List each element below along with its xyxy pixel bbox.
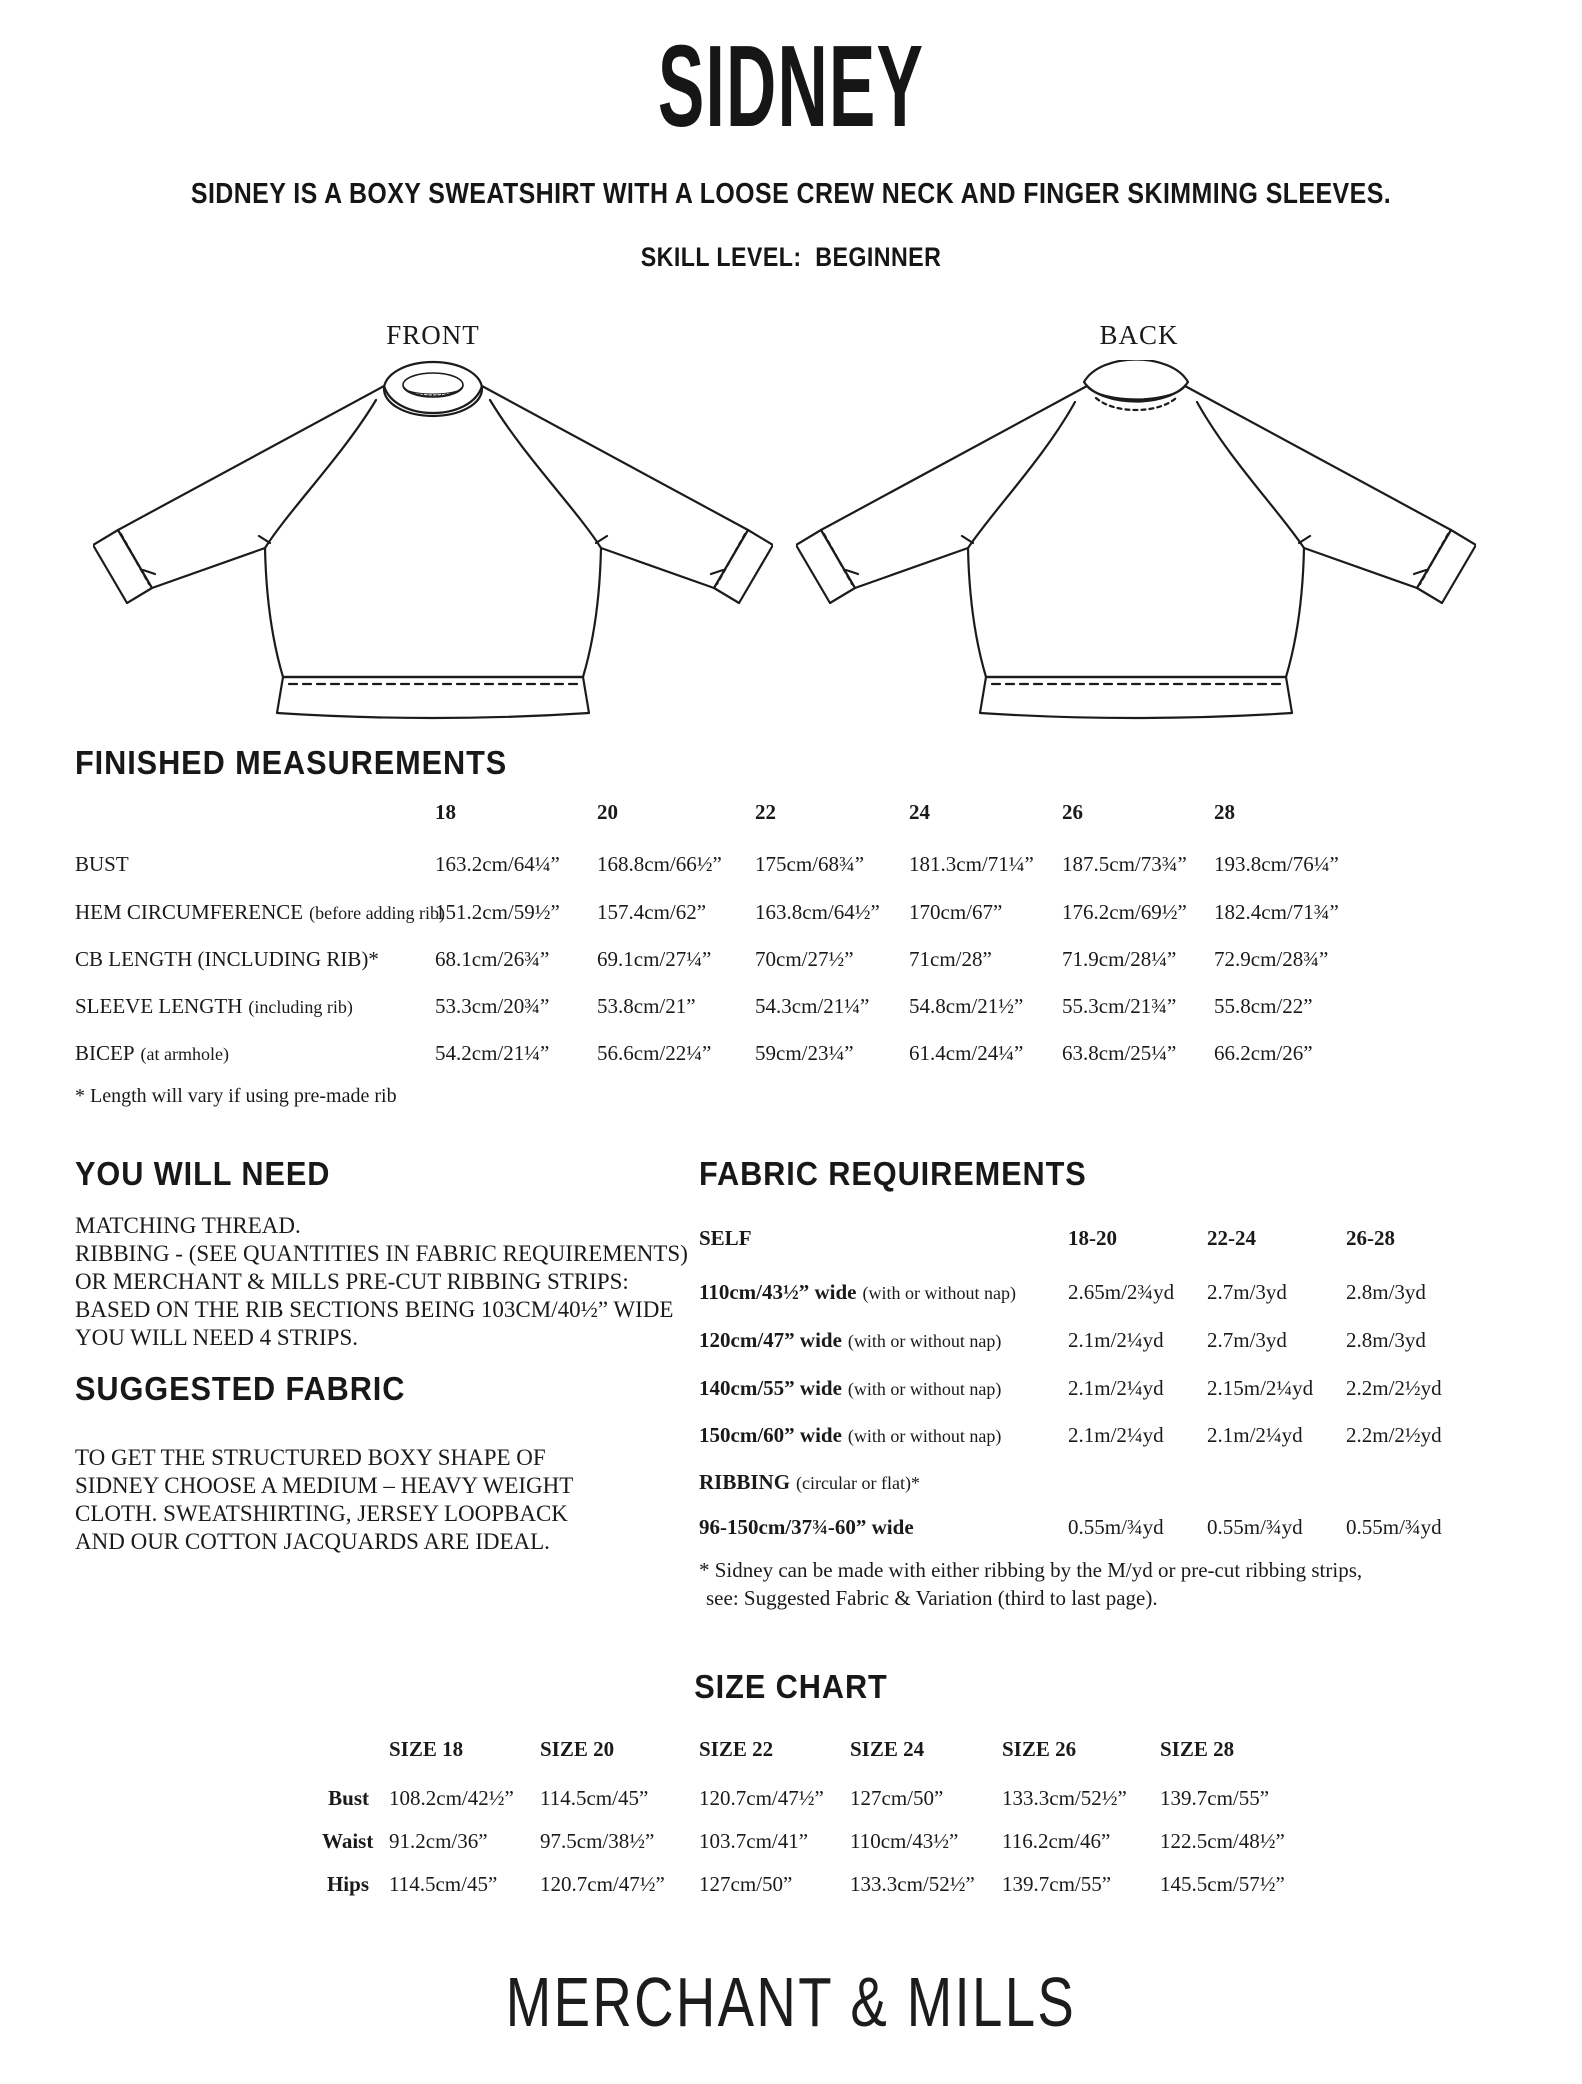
fr-value: 2.65m/2¾yd bbox=[1068, 1280, 1175, 1304]
fm-value: 193.8cm/76¼” bbox=[1214, 852, 1339, 876]
fr-value: 0.55m/¾yd bbox=[1346, 1515, 1442, 1539]
fm-size-header: 18 bbox=[435, 800, 456, 824]
sc-row-label: Hips bbox=[326, 1872, 369, 1896]
sc-value: 116.2cm/46” bbox=[1002, 1829, 1111, 1853]
sc-size-header: SIZE 18 bbox=[389, 1737, 464, 1761]
fr-value: 2.1m/2¼yd bbox=[1207, 1423, 1303, 1447]
fm-row-label: HEM CIRCUMFERENCE (before adding rib) bbox=[75, 900, 446, 924]
sc-value: 127cm/50” bbox=[850, 1786, 944, 1810]
fm-value: 71cm/28” bbox=[909, 947, 992, 971]
fr-value: 2.8m/3yd bbox=[1346, 1328, 1426, 1352]
fm-size-header: 28 bbox=[1214, 800, 1235, 824]
sc-value: 110cm/43½” bbox=[850, 1829, 959, 1853]
size-chart-heading: SIZE CHART bbox=[694, 1668, 888, 1705]
fm-value: 54.3cm/21¼” bbox=[755, 994, 870, 1018]
fm-value: 72.9cm/28¾” bbox=[1214, 947, 1329, 971]
fm-value: 71.9cm/28¼” bbox=[1062, 947, 1177, 971]
fr-footnote-line2: see: Suggested Fabric & Variation (third to last page). bbox=[706, 1586, 1158, 1610]
sc-size-header: SIZE 24 bbox=[850, 1737, 925, 1761]
fr-value: 2.7m/3yd bbox=[1207, 1280, 1287, 1304]
sc-value: 103.7cm/41” bbox=[699, 1829, 809, 1853]
back-view-label: BACK bbox=[1099, 320, 1179, 350]
sc-row-label: Bust bbox=[328, 1786, 369, 1810]
sc-value: 120.7cm/47½” bbox=[699, 1786, 824, 1810]
sc-value: 108.2cm/42½” bbox=[389, 1786, 514, 1810]
fm-value: 157.4cm/62” bbox=[597, 900, 707, 924]
fm-value: 163.2cm/64¼” bbox=[435, 852, 560, 876]
fr-ribbing-header: RIBBING (circular or flat)* bbox=[699, 1470, 920, 1494]
fr-value: 2.1m/2¼yd bbox=[1068, 1423, 1164, 1447]
fm-value: 187.5cm/73¾” bbox=[1062, 852, 1187, 876]
fm-value: 63.8cm/25¼” bbox=[1062, 1041, 1177, 1065]
front-view-label: FRONT bbox=[386, 320, 480, 350]
sc-value: 97.5cm/38½” bbox=[540, 1829, 655, 1853]
fr-value: 2.15m/2¼yd bbox=[1207, 1376, 1314, 1400]
sc-value: 122.5cm/48½” bbox=[1160, 1829, 1285, 1853]
fr-value: 0.55m/¾yd bbox=[1068, 1515, 1164, 1539]
fm-value: 182.4cm/71¾” bbox=[1214, 900, 1339, 924]
fm-value: 56.6cm/22¼” bbox=[597, 1041, 712, 1065]
fr-ribbing-row-label: 96-150cm/37¾-60” wide bbox=[699, 1515, 914, 1539]
fm-row-label: SLEEVE LENGTH (including rib) bbox=[75, 994, 353, 1018]
fm-value: 59cm/23¼” bbox=[755, 1041, 854, 1065]
fr-row-label: 120cm/47” wide (with or without nap) bbox=[699, 1328, 1002, 1352]
fm-size-header: 20 bbox=[597, 800, 618, 824]
fr-footnote-line1: * Sidney can be made with either ribbing by the M/yd or pre-cut ribbing strips, bbox=[699, 1558, 1363, 1582]
fm-row-label: BICEP (at armhole) bbox=[75, 1041, 229, 1065]
fabric-requirements-heading: FABRIC REQUIREMENTS bbox=[699, 1155, 1087, 1192]
fm-value: 54.2cm/21¼” bbox=[435, 1041, 550, 1065]
fm-value: 55.3cm/21¾” bbox=[1062, 994, 1177, 1018]
fm-value: 163.8cm/64½” bbox=[755, 900, 880, 924]
fabric-requirements-table bbox=[699, 1226, 1506, 1559]
fr-row-label: 150cm/60” wide (with or without nap) bbox=[699, 1423, 1002, 1447]
finished-measurements-table bbox=[75, 800, 1374, 1088]
fr-value: 2.1m/2¼yd bbox=[1068, 1328, 1164, 1352]
fm-size-header: 22 bbox=[755, 800, 776, 824]
sc-value: 120.7cm/47½” bbox=[540, 1872, 665, 1896]
fr-value: 0.55m/¾yd bbox=[1207, 1515, 1303, 1539]
sc-value: 145.5cm/57½” bbox=[1160, 1872, 1285, 1896]
front-sweatshirt-drawing bbox=[93, 360, 773, 720]
fr-value: 2.1m/2¼yd bbox=[1068, 1376, 1164, 1400]
fm-value: 53.8cm/21” bbox=[597, 994, 696, 1018]
fr-size-group-header: 26-28 bbox=[1346, 1226, 1395, 1250]
fr-self-header: SELF bbox=[699, 1226, 752, 1250]
suggested-fabric-text: TO GET THE STRUCTURED BOXY SHAPE OF SIDNEY CHOOSE A MEDIUM – HEAVY WEIGHT CLOTH. SWEATSHIRTING, JERSEY LOOPBACK AND OUR COTTON JACQUARDS ARE IDEAL. bbox=[75, 1445, 573, 1554]
front-body-outline bbox=[118, 386, 748, 677]
fr-value: 2.2m/2½yd bbox=[1346, 1376, 1442, 1400]
fm-value: 170cm/67” bbox=[909, 900, 1003, 924]
brand-footer: MERCHANT & MILLS bbox=[505, 1963, 1077, 2041]
fm-row-label: CB LENGTH (INCLUDING RIB)* bbox=[75, 947, 379, 971]
back-neckband-rib bbox=[1084, 360, 1188, 402]
fm-value: 61.4cm/24¼” bbox=[909, 1041, 1024, 1065]
fm-value: 70cm/27½” bbox=[755, 947, 854, 971]
sc-row-label: Waist bbox=[322, 1829, 374, 1853]
sc-size-header: SIZE 20 bbox=[540, 1737, 615, 1761]
fr-size-group-header: 18-20 bbox=[1068, 1226, 1117, 1250]
pattern-description: SIDNEY IS A BOXY SWEATSHIRT WITH A LOOSE CREW NECK AND FINGER SKIMMING SLEEVES. bbox=[190, 178, 1392, 210]
fm-value: 66.2cm/26” bbox=[1214, 1041, 1313, 1065]
finished-measurements-heading: FINISHED MEASUREMENTS bbox=[75, 744, 508, 781]
you-will-need-text bbox=[75, 1212, 695, 1352]
fm-size-header: 24 bbox=[909, 800, 930, 824]
sc-value: 91.2cm/36” bbox=[389, 1829, 488, 1853]
fr-value: 2.8m/3yd bbox=[1346, 1280, 1426, 1304]
sc-value: 127cm/50” bbox=[699, 1872, 793, 1896]
you-will-need-line2: RIBBING - (SEE QUANTITIES IN FABRIC REQUIREMENTS) OR MERCHANT & MILLS PRE-CUT RIBBING STRIPS: BASED ON THE RIB SECTIONS BEING 103CM/40½” WIDE YOU WILL NEED 4 STRIPS. bbox=[75, 1241, 688, 1350]
sc-size-header: SIZE 26 bbox=[1002, 1737, 1077, 1761]
sc-value: 114.5cm/45” bbox=[389, 1872, 498, 1896]
fm-value: 181.3cm/71¼” bbox=[909, 852, 1034, 876]
fm-value: 176.2cm/69½” bbox=[1062, 900, 1187, 924]
fm-row-label: BUST bbox=[75, 852, 129, 876]
size-chart-table bbox=[322, 1737, 1320, 1912]
fr-row-label: 140cm/55” wide (with or without nap) bbox=[699, 1376, 1002, 1400]
page-title: SIDNEY bbox=[657, 21, 925, 151]
you-will-need-heading: YOU WILL NEED bbox=[75, 1155, 331, 1192]
fm-value: 175cm/68¾” bbox=[755, 852, 865, 876]
you-will-need-line1: MATCHING THREAD. bbox=[75, 1213, 301, 1238]
skill-level: SKILL LEVEL: BEGINNER bbox=[640, 242, 942, 272]
sc-value: 139.7cm/55” bbox=[1002, 1872, 1112, 1896]
sc-value: 133.3cm/52½” bbox=[1002, 1786, 1127, 1810]
fm-value: 68.1cm/26¾” bbox=[435, 947, 550, 971]
suggested-fabric-heading: SUGGESTED FABRIC bbox=[75, 1370, 406, 1407]
fm-footnote: * Length will vary if using pre-made rib bbox=[75, 1085, 397, 1107]
front-neck-opening bbox=[403, 373, 463, 397]
back-sweatshirt-drawing bbox=[796, 360, 1476, 720]
sc-value: 133.3cm/52½” bbox=[850, 1872, 975, 1896]
fm-value: 69.1cm/27¼” bbox=[597, 947, 712, 971]
fr-value: 2.2m/2½yd bbox=[1346, 1423, 1442, 1447]
sc-size-header: SIZE 22 bbox=[699, 1737, 774, 1761]
fm-value: 54.8cm/21½” bbox=[909, 994, 1024, 1018]
sc-value: 139.7cm/55” bbox=[1160, 1786, 1270, 1810]
fm-size-header: 26 bbox=[1062, 800, 1083, 824]
sc-value: 114.5cm/45” bbox=[540, 1786, 649, 1810]
fm-value: 151.2cm/59½” bbox=[435, 900, 560, 924]
fm-value: 53.3cm/20¾” bbox=[435, 994, 550, 1018]
back-body-outline bbox=[821, 386, 1451, 677]
fm-value: 55.8cm/22” bbox=[1214, 994, 1313, 1018]
fm-value: 168.8cm/66½” bbox=[597, 852, 722, 876]
sc-size-header: SIZE 28 bbox=[1160, 1737, 1235, 1761]
fr-value: 2.7m/3yd bbox=[1207, 1328, 1287, 1352]
fr-size-group-header: 22-24 bbox=[1207, 1226, 1256, 1250]
fr-row-label: 110cm/43½” wide (with or without nap) bbox=[699, 1280, 1016, 1304]
